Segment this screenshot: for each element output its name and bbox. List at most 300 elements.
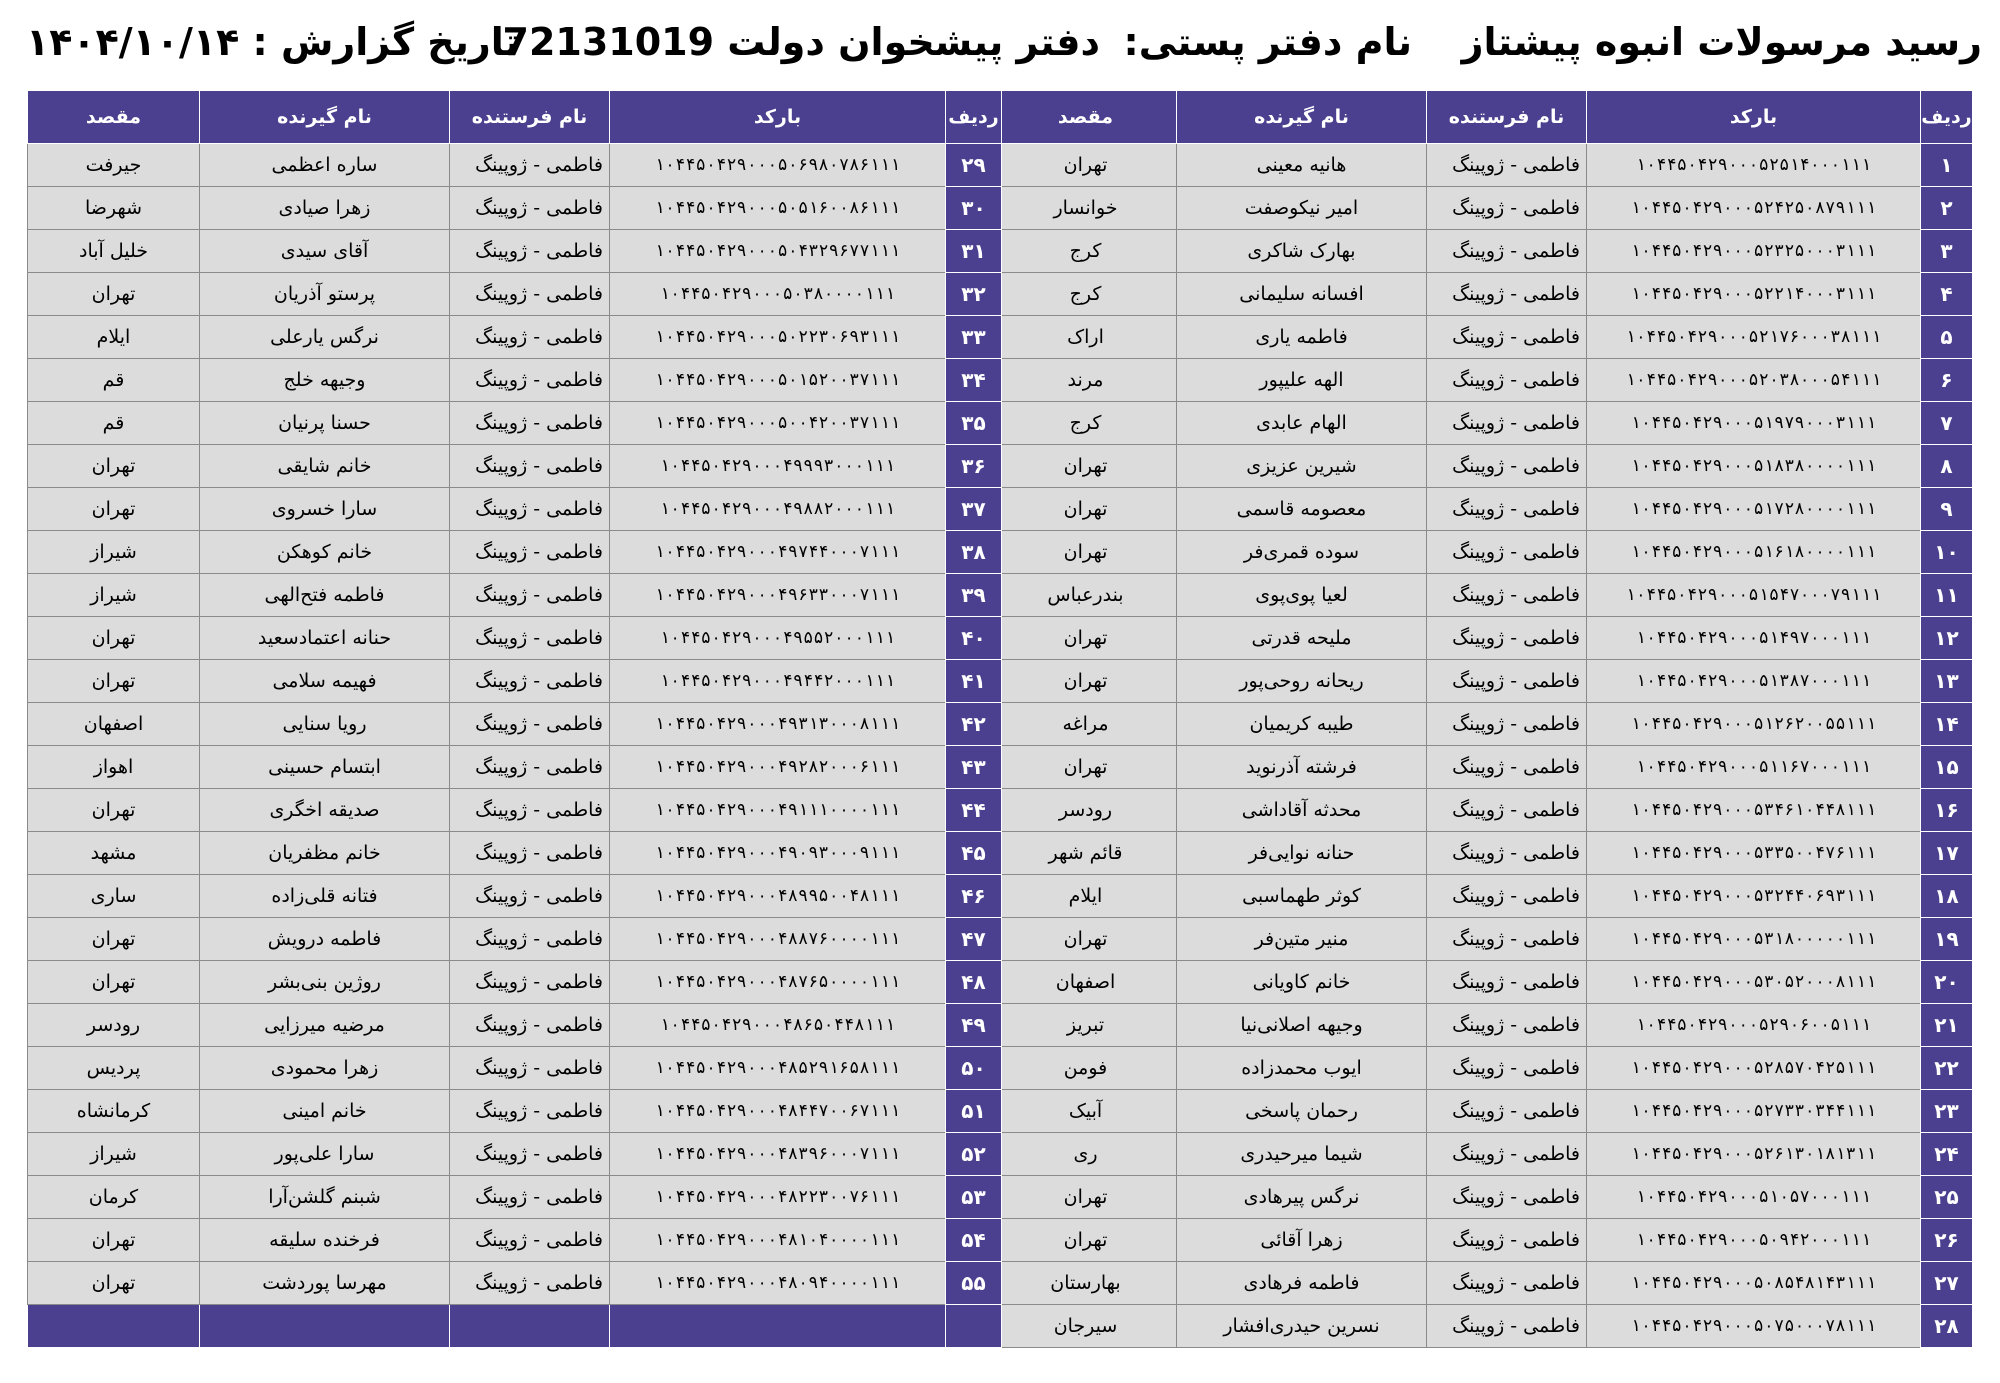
recipient-cell: امیر نیکوصفت: [1177, 187, 1427, 230]
destination-cell: پردیس: [28, 1047, 200, 1090]
col-header-index: ردیف: [946, 91, 1002, 144]
recipient-cell: نرگس پیرهادی: [1177, 1176, 1427, 1219]
sender-cell: فاطمی - ژوپینگ: [450, 488, 610, 531]
table-row: [28, 488, 1002, 531]
col-header-sender: نام فرستنده: [1427, 91, 1587, 144]
destination-cell: ری: [995, 1133, 1177, 1176]
row-index: ۱۵: [1921, 746, 1973, 789]
filler-cell: [946, 1305, 1002, 1348]
barcode-cell: ۱۰۴۴۵۰۴۲۹۰۰۰۵۱۱۶۷۰۰۰۱۱۱: [1587, 746, 1921, 789]
col-header-barcode: بارکد: [610, 91, 946, 144]
barcode-cell: ۱۰۴۴۵۰۴۲۹۰۰۰۴۹۷۴۴۰۰۰۷۱۱۱: [610, 531, 946, 574]
barcode-cell: ۱۰۴۴۵۰۴۲۹۰۰۰۵۱۰۵۷۰۰۰۱۱۱: [1587, 1176, 1921, 1219]
recipient-cell: زهرا محمودی: [200, 1047, 450, 1090]
barcode-cell: ۱۰۴۴۵۰۴۲۹۰۰۰۴۸۶۵۰۴۴۸۱۱۱: [610, 1004, 946, 1047]
table-row: [28, 144, 1002, 187]
table-row: [995, 316, 1973, 359]
table-row: [995, 961, 1973, 1004]
sender-cell: فاطمی - ژوپینگ: [1427, 359, 1587, 402]
sender-cell: فاطمی - ژوپینگ: [450, 746, 610, 789]
destination-cell: تهران: [995, 531, 1177, 574]
sender-cell: فاطمی - ژوپینگ: [1427, 402, 1587, 445]
recipient-cell: سارا خسروی: [200, 488, 450, 531]
row-index: ۴۲: [946, 703, 1002, 746]
table-row: [995, 617, 1973, 660]
barcode-cell: ۱۰۴۴۵۰۴۲۹۰۰۰۵۲۵۱۴۰۰۰۱۱۱: [1587, 144, 1921, 187]
table-row: [995, 1090, 1973, 1133]
recipient-cell: کوثر طهماسبی: [1177, 875, 1427, 918]
row-index: ۴۳: [946, 746, 1002, 789]
table-row: [995, 187, 1973, 230]
destination-cell: مشهد: [28, 832, 200, 875]
barcode-cell: ۱۰۴۴۵۰۴۲۹۰۰۰۵۰۰۴۲۰۰۳۷۱۱۱: [610, 402, 946, 445]
col-header-barcode: بارکد: [1587, 91, 1921, 144]
destination-cell: مراغه: [995, 703, 1177, 746]
recipient-cell: خانم کاویانی: [1177, 961, 1427, 1004]
destination-cell: مرند: [995, 359, 1177, 402]
recipient-cell: روژین بنی‌بشر: [200, 961, 450, 1004]
recipient-cell: خانم امینی: [200, 1090, 450, 1133]
destination-cell: کرمانشاه: [28, 1090, 200, 1133]
destination-cell: تهران: [28, 1219, 200, 1262]
table-row: [28, 359, 1002, 402]
recipient-cell: خانم مظفریان: [200, 832, 450, 875]
barcode-cell: ۱۰۴۴۵۰۴۲۹۰۰۰۴۹۳۱۳۰۰۰۸۱۱۱: [610, 703, 946, 746]
destination-cell: اصفهان: [995, 961, 1177, 1004]
barcode-cell: ۱۰۴۴۵۰۴۲۹۰۰۰۴۸۵۲۹۱۶۵۸۱۱۱: [610, 1047, 946, 1090]
recipient-cell: فتانه قلی‌زاده: [200, 875, 450, 918]
barcode-cell: ۱۰۴۴۵۰۴۲۹۰۰۰۵۱۲۶۲۰۰۵۵۱۱۱: [1587, 703, 1921, 746]
filler-cell: [610, 1305, 946, 1348]
barcode-cell: ۱۰۴۴۵۰۴۲۹۰۰۰۴۹۸۸۲۰۰۰۱۱۱: [610, 488, 946, 531]
destination-cell: کرج: [995, 273, 1177, 316]
barcode-cell: ۱۰۴۴۵۰۴۲۹۰۰۰۴۸۰۹۴۰۰۰۰۱۱۱: [610, 1262, 946, 1305]
recipient-cell: ریحانه روحی‌پور: [1177, 660, 1427, 703]
destination-cell: رودسر: [28, 1004, 200, 1047]
row-index: ۴: [1921, 273, 1973, 316]
destination-cell: بندرعباس: [995, 574, 1177, 617]
sender-cell: فاطمی - ژوپینگ: [450, 832, 610, 875]
sender-cell: فاطمی - ژوپینگ: [1427, 832, 1587, 875]
row-index: ۳۶: [946, 445, 1002, 488]
barcode-cell: ۱۰۴۴۵۰۴۲۹۰۰۰۵۰۶۹۸۰۷۸۶۱۱۱: [610, 144, 946, 187]
destination-cell: فومن: [995, 1047, 1177, 1090]
sender-cell: فاطمی - ژوپینگ: [1427, 531, 1587, 574]
recipient-cell: رحمان پاسخی: [1177, 1090, 1427, 1133]
barcode-cell: ۱۰۴۴۵۰۴۲۹۰۰۰۵۳۴۶۱۰۴۴۸۱۱۱: [1587, 789, 1921, 832]
recipient-cell: وجیهه خلج: [200, 359, 450, 402]
report-date: تاریخ گزارش : ۱۴۰۴/۱۰/۱۴: [26, 20, 520, 64]
row-index: ۴۵: [946, 832, 1002, 875]
shipments-table-left: [27, 90, 1002, 1348]
report-header: [0, 0, 2000, 88]
recipient-cell: نسرین حیدری‌افشار: [1177, 1305, 1427, 1348]
table-row: [995, 832, 1973, 875]
recipient-cell: ایوب محمدزاده: [1177, 1047, 1427, 1090]
destination-cell: قم: [28, 359, 200, 402]
table-row: [28, 789, 1002, 832]
barcode-cell: ۱۰۴۴۵۰۴۲۹۰۰۰۴۸۳۹۶۰۰۰۷۱۱۱: [610, 1133, 946, 1176]
table-row: [995, 445, 1973, 488]
destination-cell: تهران: [995, 488, 1177, 531]
sender-cell: فاطمی - ژوپینگ: [1427, 660, 1587, 703]
barcode-cell: ۱۰۴۴۵۰۴۲۹۰۰۰۴۸۷۶۵۰۰۰۰۱۱۱: [610, 961, 946, 1004]
row-index: ۴۷: [946, 918, 1002, 961]
recipient-cell: شیرین عزیزی: [1177, 445, 1427, 488]
office-name: دفتر پیشخوان دولت 72131019: [502, 20, 1100, 64]
barcode-cell: ۱۰۴۴۵۰۴۲۹۰۰۰۵۳۳۵۰۰۴۷۶۱۱۱: [1587, 832, 1921, 875]
recipient-cell: حنانه اعتمادسعید: [200, 617, 450, 660]
recipient-cell: خانم کوهکن: [200, 531, 450, 574]
table-row: [995, 574, 1973, 617]
sender-cell: فاطمی - ژوپینگ: [450, 144, 610, 187]
sender-cell: فاطمی - ژوپینگ: [450, 1047, 610, 1090]
sender-cell: فاطمی - ژوپینگ: [450, 961, 610, 1004]
sender-cell: فاطمی - ژوپینگ: [1427, 187, 1587, 230]
destination-cell: کرمان: [28, 1176, 200, 1219]
destination-cell: تهران: [995, 144, 1177, 187]
destination-cell: تبریز: [995, 1004, 1177, 1047]
barcode-cell: ۱۰۴۴۵۰۴۲۹۰۰۰۵۱۸۳۸۰۰۰۰۱۱۱: [1587, 445, 1921, 488]
table-row: [28, 703, 1002, 746]
barcode-cell: ۱۰۴۴۵۰۴۲۹۰۰۰۵۰۳۸۰۰۰۰۱۱۱: [610, 273, 946, 316]
barcode-cell: ۱۰۴۴۵۰۴۲۹۰۰۰۵۲۶۱۳۰۱۸۱۳۱۱: [1587, 1133, 1921, 1176]
table-row: [28, 531, 1002, 574]
sender-cell: فاطمی - ژوپینگ: [450, 789, 610, 832]
table-row: [28, 1047, 1002, 1090]
barcode-cell: ۱۰۴۴۵۰۴۲۹۰۰۰۴۸۸۷۶۰۰۰۰۱۱۱: [610, 918, 946, 961]
office-label: نام دفتر پستی:: [1123, 20, 1412, 64]
table-row: [995, 789, 1973, 832]
row-index: ۲۲: [1921, 1047, 1973, 1090]
table-row: [995, 402, 1973, 445]
col-header-destination: مقصد: [28, 91, 200, 144]
sender-cell: فاطمی - ژوپینگ: [450, 316, 610, 359]
destination-cell: تهران: [995, 617, 1177, 660]
barcode-cell: ۱۰۴۴۵۰۴۲۹۰۰۰۵۳۲۴۴۰۶۹۳۱۱۱: [1587, 875, 1921, 918]
table-row: [28, 1219, 1002, 1262]
sender-cell: فاطمی - ژوپینگ: [1427, 1305, 1587, 1348]
recipient-cell: فاطمه فرهادی: [1177, 1262, 1427, 1305]
table-row: [28, 1004, 1002, 1047]
sender-cell: فاطمی - ژوپینگ: [450, 187, 610, 230]
barcode-cell: ۱۰۴۴۵۰۴۲۹۰۰۰۵۰۵۱۶۰۰۸۶۱۱۱: [610, 187, 946, 230]
row-index: ۱۸: [1921, 875, 1973, 918]
col-header-sender: نام فرستنده: [450, 91, 610, 144]
recipient-cell: حسنا پرنیان: [200, 402, 450, 445]
barcode-cell: ۱۰۴۴۵۰۴۲۹۰۰۰۴۸۱۰۴۰۰۰۰۱۱۱: [610, 1219, 946, 1262]
destination-cell: تهران: [28, 445, 200, 488]
table-row: [28, 660, 1002, 703]
sender-cell: فاطمی - ژوپینگ: [450, 1176, 610, 1219]
row-index: ۵۱: [946, 1090, 1002, 1133]
sender-cell: فاطمی - ژوپینگ: [1427, 445, 1587, 488]
barcode-cell: ۱۰۴۴۵۰۴۲۹۰۰۰۴۹۹۹۳۰۰۰۱۱۱: [610, 445, 946, 488]
sender-cell: فاطمی - ژوپینگ: [1427, 230, 1587, 273]
barcode-cell: ۱۰۴۴۵۰۴۲۹۰۰۰۵۰۷۵۰۰۰۷۸۱۱۱: [1587, 1305, 1921, 1348]
sender-cell: فاطمی - ژوپینگ: [450, 445, 610, 488]
barcode-cell: ۱۰۴۴۵۰۴۲۹۰۰۰۴۸۴۴۷۰۰۶۷۱۱۱: [610, 1090, 946, 1133]
destination-cell: اصفهان: [28, 703, 200, 746]
table-row: [995, 1219, 1973, 1262]
destination-cell: تهران: [995, 1219, 1177, 1262]
barcode-cell: ۱۰۴۴۵۰۴۲۹۰۰۰۵۱۶۱۸۰۰۰۰۱۱۱: [1587, 531, 1921, 574]
row-index: ۵۳: [946, 1176, 1002, 1219]
recipient-cell: فاطمه درویش: [200, 918, 450, 961]
table-row: [995, 273, 1973, 316]
row-index: ۱: [1921, 144, 1973, 187]
destination-cell: شیراز: [28, 531, 200, 574]
table-row: [28, 1133, 1002, 1176]
table-row: [995, 703, 1973, 746]
barcode-cell: ۱۰۴۴۵۰۴۲۹۰۰۰۵۱۵۴۷۰۰۰۷۹۱۱۱: [1587, 574, 1921, 617]
row-index: ۱۳: [1921, 660, 1973, 703]
row-index: ۴۶: [946, 875, 1002, 918]
row-index: ۳۸: [946, 531, 1002, 574]
destination-cell: خوانسار: [995, 187, 1177, 230]
destination-cell: کرج: [995, 402, 1177, 445]
row-index: ۳۱: [946, 230, 1002, 273]
table-row: [28, 746, 1002, 789]
row-index: ۷: [1921, 402, 1973, 445]
table-row: [28, 1262, 1002, 1305]
sender-cell: فاطمی - ژوپینگ: [450, 617, 610, 660]
sender-cell: فاطمی - ژوپینگ: [1427, 918, 1587, 961]
destination-cell: تهران: [995, 660, 1177, 703]
sender-cell: فاطمی - ژوپینگ: [1427, 574, 1587, 617]
row-index: ۵: [1921, 316, 1973, 359]
sender-cell: فاطمی - ژوپینگ: [1427, 746, 1587, 789]
col-header-index: ردیف: [1921, 91, 1973, 144]
recipient-cell: فرشته آذرنوید: [1177, 746, 1427, 789]
destination-cell: قم: [28, 402, 200, 445]
table-row: [28, 273, 1002, 316]
table-row: [995, 359, 1973, 402]
table-row: [28, 918, 1002, 961]
row-index: ۳۹: [946, 574, 1002, 617]
shipments-table-right: [994, 90, 1973, 1348]
barcode-cell: ۱۰۴۴۵۰۴۲۹۰۰۰۵۱۷۲۸۰۰۰۰۱۱۱: [1587, 488, 1921, 531]
barcode-cell: ۱۰۴۴۵۰۴۲۹۰۰۰۵۰۲۲۳۰۶۹۳۱۱۱: [610, 316, 946, 359]
barcode-cell: ۱۰۴۴۵۰۴۲۹۰۰۰۴۸۹۹۵۰۰۴۸۱۱۱: [610, 875, 946, 918]
filler-cell: [200, 1305, 450, 1348]
row-index: ۲۸: [1921, 1305, 1973, 1348]
table-row: [28, 574, 1002, 617]
row-index: ۱۷: [1921, 832, 1973, 875]
destination-cell: تهران: [28, 961, 200, 1004]
recipient-cell: فرخنده سلیقه: [200, 1219, 450, 1262]
barcode-cell: ۱۰۴۴۵۰۴۲۹۰۰۰۵۲۳۲۵۰۰۰۳۱۱۱: [1587, 230, 1921, 273]
table-row: [28, 875, 1002, 918]
sender-cell: فاطمی - ژوپینگ: [450, 230, 610, 273]
table-row: [28, 316, 1002, 359]
sender-cell: فاطمی - ژوپینگ: [1427, 144, 1587, 187]
recipient-cell: الهام عابدی: [1177, 402, 1427, 445]
table-row: [995, 1176, 1973, 1219]
barcode-cell: ۱۰۴۴۵۰۴۲۹۰۰۰۵۲۲۱۴۰۰۰۳۱۱۱: [1587, 273, 1921, 316]
table-row: [995, 1004, 1973, 1047]
barcode-cell: ۱۰۴۴۵۰۴۲۹۰۰۰۵۰۹۴۲۰۰۰۱۱۱: [1587, 1219, 1921, 1262]
recipient-cell: فهیمه سلامی: [200, 660, 450, 703]
recipient-cell: حنانه نوایی‌فر: [1177, 832, 1427, 875]
barcode-cell: ۱۰۴۴۵۰۴۲۹۰۰۰۵۳۱۸۰۰۰۰۰۱۱۱: [1587, 918, 1921, 961]
recipient-cell: زهرا آقائی: [1177, 1219, 1427, 1262]
table-row: [995, 230, 1973, 273]
recipient-cell: صدیقه اخگری: [200, 789, 450, 832]
recipient-cell: ساره اعظمی: [200, 144, 450, 187]
sender-cell: فاطمی - ژوپینگ: [1427, 1262, 1587, 1305]
table-row: [28, 187, 1002, 230]
destination-cell: شیراز: [28, 574, 200, 617]
table-row: [995, 660, 1973, 703]
row-index: ۱۰: [1921, 531, 1973, 574]
barcode-cell: ۱۰۴۴۵۰۴۲۹۰۰۰۵۱۴۹۷۰۰۰۱۱۱: [1587, 617, 1921, 660]
destination-cell: تهران: [28, 660, 200, 703]
filler-cell: [28, 1305, 200, 1348]
table-row: [28, 402, 1002, 445]
barcode-cell: ۱۰۴۴۵۰۴۲۹۰۰۰۴۹۱۱۱۰۰۰۰۱۱۱: [610, 789, 946, 832]
recipient-cell: رویا سنایی: [200, 703, 450, 746]
sender-cell: فاطمی - ژوپینگ: [450, 1262, 610, 1305]
barcode-cell: ۱۰۴۴۵۰۴۲۹۰۰۰۴۹۰۹۳۰۰۰۹۱۱۱: [610, 832, 946, 875]
barcode-cell: ۱۰۴۴۵۰۴۲۹۰۰۰۴۹۴۴۲۰۰۰۱۱۱: [610, 660, 946, 703]
row-index: ۲۵: [1921, 1176, 1973, 1219]
destination-cell: تهران: [995, 918, 1177, 961]
barcode-cell: ۱۰۴۴۵۰۴۲۹۰۰۰۵۲۹۰۶۰۰۵۱۱۱: [1587, 1004, 1921, 1047]
recipient-cell: شبنم گلشن‌آرا: [200, 1176, 450, 1219]
row-index: ۳۰: [946, 187, 1002, 230]
table-row: [995, 918, 1973, 961]
recipient-cell: فاطمه فتح‌الهی: [200, 574, 450, 617]
row-index: ۵۲: [946, 1133, 1002, 1176]
sender-cell: فاطمی - ژوپینگ: [1427, 1219, 1587, 1262]
table-row: [28, 961, 1002, 1004]
recipient-cell: آقای سیدی: [200, 230, 450, 273]
row-index: ۴۰: [946, 617, 1002, 660]
row-index: ۳۷: [946, 488, 1002, 531]
destination-cell: ایلام: [995, 875, 1177, 918]
recipient-cell: پرستو آذریان: [200, 273, 450, 316]
barcode-cell: ۱۰۴۴۵۰۴۲۹۰۰۰۴۹۲۸۲۰۰۰۶۱۱۱: [610, 746, 946, 789]
sender-cell: فاطمی - ژوپینگ: [1427, 617, 1587, 660]
destination-cell: خلیل آباد: [28, 230, 200, 273]
table-row: [28, 832, 1002, 875]
sender-cell: فاطمی - ژوپینگ: [1427, 789, 1587, 832]
barcode-cell: ۱۰۴۴۵۰۴۲۹۰۰۰۵۲۷۳۳۰۳۴۴۱۱۱: [1587, 1090, 1921, 1133]
row-index: ۴۸: [946, 961, 1002, 1004]
sender-cell: فاطمی - ژوپینگ: [450, 574, 610, 617]
recipient-cell: وجیهه اصلانی‌نیا: [1177, 1004, 1427, 1047]
destination-cell: اهواز: [28, 746, 200, 789]
table-header-row: [28, 91, 1002, 144]
barcode-cell: ۱۰۴۴۵۰۴۲۹۰۰۰۵۰۸۵۴۸۱۴۳۱۱۱: [1587, 1262, 1921, 1305]
col-header-recipient: نام گیرنده: [1177, 91, 1427, 144]
sender-cell: فاطمی - ژوپینگ: [450, 1133, 610, 1176]
recipient-cell: ابتسام حسینی: [200, 746, 450, 789]
sender-cell: فاطمی - ژوپینگ: [450, 1090, 610, 1133]
row-index: ۵۴: [946, 1219, 1002, 1262]
destination-cell: تهران: [995, 445, 1177, 488]
row-index: ۲۳: [1921, 1090, 1973, 1133]
destination-cell: رودسر: [995, 789, 1177, 832]
destination-cell: قائم شهر: [995, 832, 1177, 875]
sender-cell: فاطمی - ژوپینگ: [1427, 961, 1587, 1004]
sender-cell: فاطمی - ژوپینگ: [1427, 1133, 1587, 1176]
table-row: [28, 445, 1002, 488]
destination-cell: کرج: [995, 230, 1177, 273]
row-index: ۳۳: [946, 316, 1002, 359]
recipient-cell: الهه علیپور: [1177, 359, 1427, 402]
recipient-cell: محدثه آقاداشی: [1177, 789, 1427, 832]
destination-cell: تهران: [28, 273, 200, 316]
destination-cell: ایلام: [28, 316, 200, 359]
sender-cell: فاطمی - ژوپینگ: [450, 703, 610, 746]
table-row: [995, 144, 1973, 187]
recipient-cell: منیر متین‌فر: [1177, 918, 1427, 961]
row-index: ۲۶: [1921, 1219, 1973, 1262]
recipient-cell: شیما میرحیدری: [1177, 1133, 1427, 1176]
sender-cell: فاطمی - ژوپینگ: [450, 918, 610, 961]
destination-cell: بهارستان: [995, 1262, 1177, 1305]
row-index: ۲: [1921, 187, 1973, 230]
table-row: [995, 875, 1973, 918]
row-index: ۸: [1921, 445, 1973, 488]
sender-cell: فاطمی - ژوپینگ: [1427, 875, 1587, 918]
table-row: [28, 230, 1002, 273]
destination-cell: ساری: [28, 875, 200, 918]
row-index: ۲۱: [1921, 1004, 1973, 1047]
recipient-cell: معصومه قاسمی: [1177, 488, 1427, 531]
barcode-cell: ۱۰۴۴۵۰۴۲۹۰۰۰۵۲۰۳۸۰۰۰۵۴۱۱۱: [1587, 359, 1921, 402]
recipient-cell: افسانه سلیمانی: [1177, 273, 1427, 316]
recipient-cell: سوده قمری‌فر: [1177, 531, 1427, 574]
receipt-title: رسید مرسولات انبوه پیشتاز: [1461, 20, 1982, 64]
barcode-cell: ۱۰۴۴۵۰۴۲۹۰۰۰۵۱۹۷۹۰۰۰۳۱۱۱: [1587, 402, 1921, 445]
sender-cell: فاطمی - ژوپینگ: [450, 402, 610, 445]
destination-cell: تهران: [28, 617, 200, 660]
sender-cell: فاطمی - ژوپینگ: [450, 359, 610, 402]
destination-cell: شیراز: [28, 1133, 200, 1176]
row-index: ۳۲: [946, 273, 1002, 316]
table-filler-row: [28, 1305, 1002, 1348]
table-row: [995, 1262, 1973, 1305]
sender-cell: فاطمی - ژوپینگ: [450, 531, 610, 574]
sender-cell: فاطمی - ژوپینگ: [450, 1004, 610, 1047]
recipient-cell: طیبه کریمیان: [1177, 703, 1427, 746]
destination-cell: تهران: [28, 789, 200, 832]
recipient-cell: خانم شایقی: [200, 445, 450, 488]
barcode-cell: ۱۰۴۴۵۰۴۲۹۰۰۰۵۲۱۷۶۰۰۰۳۸۱۱۱: [1587, 316, 1921, 359]
destination-cell: تهران: [28, 488, 200, 531]
row-index: ۴۱: [946, 660, 1002, 703]
table-row: [995, 1047, 1973, 1090]
barcode-cell: ۱۰۴۴۵۰۴۲۹۰۰۰۵۲۸۵۷۰۴۲۵۱۱۱: [1587, 1047, 1921, 1090]
table-row: [28, 1176, 1002, 1219]
sender-cell: فاطمی - ژوپینگ: [450, 875, 610, 918]
row-index: ۳۴: [946, 359, 1002, 402]
table-row: [995, 531, 1973, 574]
table-row: [28, 617, 1002, 660]
table-row: [995, 1133, 1973, 1176]
table-header-row: [995, 91, 1973, 144]
destination-cell: تهران: [995, 1176, 1177, 1219]
row-index: ۹: [1921, 488, 1973, 531]
sender-cell: فاطمی - ژوپینگ: [450, 660, 610, 703]
sender-cell: فاطمی - ژوپینگ: [1427, 703, 1587, 746]
destination-cell: تهران: [28, 1262, 200, 1305]
barcode-cell: ۱۰۴۴۵۰۴۲۹۰۰۰۴۸۲۲۳۰۰۷۶۱۱۱: [610, 1176, 946, 1219]
row-index: ۴۹: [946, 1004, 1002, 1047]
